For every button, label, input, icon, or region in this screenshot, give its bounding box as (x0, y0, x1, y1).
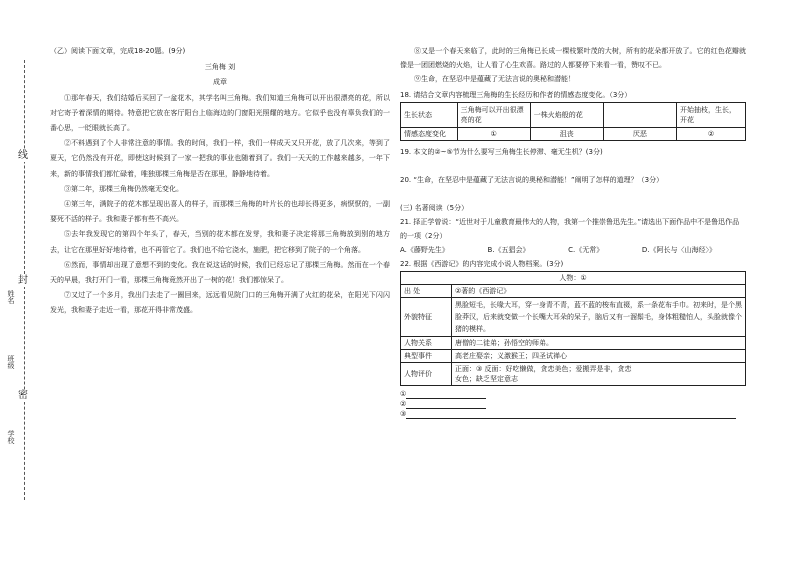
answer-space-20 (400, 187, 746, 201)
right-column (400, 44, 746, 419)
paragraph-1: ①那年春天，我们结婚后买回了一盆花木，其学名叫三角梅。我们知道三角梅可以开出很漂亮的花，所以对它寄予着深情的期待。特意把它放在客厅阳台上临海边的门窗阳光照耀的地方。它似乎也没有辜负我们的一番心思，一眨眼就长高了。 (50, 93, 390, 133)
paragraph-6: ⑥然而，事情却出现了意想不到的变化。我在说这话的时候，我们已经忘记了那棵三角梅。然而在一个春天的早晨，我打开门一看，那棵三角梅竟然开出了一树的花！我们都惊呆了。 (50, 260, 390, 285)
answer-marker-2: ② (400, 400, 407, 408)
emotion-cell: 沮丧 (530, 128, 603, 141)
eval-line-2: 女色；缺乏坚定意志 (455, 375, 518, 383)
answer-line-3[interactable] (400, 409, 746, 419)
margin-word-secret: 密 (18, 390, 28, 401)
article-body (50, 91, 390, 319)
binding-margin (0, 0, 40, 561)
growth-row-label: 生长状态 (401, 103, 458, 128)
paragraph-3: ③第二年，那棵三角梅仍然毫无变化。 (64, 184, 183, 193)
option-a[interactable]: A.《藤野先生》 (400, 246, 449, 254)
relation-value: 唐僧的二徒弟；孙悟空的师弟。 (452, 337, 746, 350)
emotion-row-label: 情感态度变化 (401, 128, 458, 141)
eval-value (452, 363, 746, 386)
paragraph-4: ④第三年，满院子的花木都呈现出喜人的样子，而那棵三角梅的叶片长的也却长得更多，病恹恹的，一副要死不活的样子。我和妻子都有些不高兴。 (50, 200, 390, 224)
question-20: 20. “生命，在坚忍中是蕴藏了无法言说的奥秘和潜能！”阐明了怎样的道理？（3分） (400, 176, 664, 184)
eval-line-1: 正面：③ 反面：好吃懒做，贪恋美色；爱搬弄是非，贪恋 (455, 365, 632, 373)
margin-word-line: 线 (18, 150, 28, 161)
section-heading: （乙）阅读下面文章，完成18-20题。(9分) (50, 47, 186, 55)
character-table (400, 271, 746, 386)
growth-cell: 开始抽枝，生长，开花 (676, 103, 745, 128)
growth-cell (603, 103, 676, 128)
article-author: 成章 (213, 78, 227, 87)
appearance-label: 外貌特征 (401, 298, 452, 337)
margin-label-class: 班级 (7, 355, 15, 369)
answer-lines (400, 389, 746, 419)
article-title: 三角梅 刘 (204, 63, 236, 72)
left-column (50, 44, 390, 319)
source-label: 出 处 (401, 285, 452, 298)
q21-options (400, 243, 746, 257)
emotion-cell: ② (676, 128, 745, 141)
paragraph-7: ⑦又过了一个多月，我出门去走了一圈回来，远远看见院门口的三角梅开满了火红的花朵，在阳光下闪闪发光，我和妻子走近一看，那花开得非常茂盛。 (50, 291, 390, 315)
question-19: 19. 本文的②~⑤节为什么要写三角梅生长停滞、毫无生机？(3分) (400, 148, 603, 156)
emotion-cell: ① (457, 128, 530, 141)
margin-label-name: 姓名 (7, 290, 15, 304)
event-value: 高老庄娶亲；义激猴王；四圣试禅心 (452, 350, 746, 363)
growth-cell: 一株火焰般的花 (530, 103, 603, 128)
answer-marker-3: ③ (400, 410, 407, 418)
margin-label-school: 学校 (7, 430, 15, 444)
answer-line-2[interactable] (400, 399, 746, 409)
paragraph-8: ⑧又是一个春天来临了，此时的三角梅已长成一棵枝繁叶茂的大树，所有的花朵都开放了。它的红色花瓣就像是一团团燃烧的火焰，让人看了心生欢喜。路过的人都要停下来看一看，赞叹不已。 (400, 47, 746, 69)
appearance-value: 黑脸短毛，长喙大耳，穿一身青不青，蓝不蓝的梭布直裰，系一条花布手巾。初来时，是个黑脸莽汉，后来就变做一个长嘴大耳朵的呆子，脑后又有一溜鬃毛，身体粗糙怕人，头脸就像个猪的模样。 (452, 298, 746, 337)
question-21: 21. 择正学曾说：“近世对于儿童教育最伟大的人物，我第一个推崇鲁迅先生。”请选出下面作品中不是鲁迅作品的一项（2分） (400, 218, 740, 240)
option-b[interactable]: B.《五猖会》 (487, 246, 530, 254)
margin-word-seal: 封 (18, 275, 28, 286)
event-label: 典型事件 (401, 350, 452, 363)
source-value: ②著的《西游记》 (452, 285, 746, 298)
character-header: 人物：① (401, 272, 746, 285)
paragraph-5: ⑤去年我发现它的第四个年头了，春天，当别的花木都在发芽，我和妻子决定将那三角梅放到别的地方去，让它在那里好好地待着，也不再管它了。我们也不给它浇水，施肥，把它移到了院子的一个角落。 (50, 230, 390, 254)
paragraph-2: ②不料遇到了个人非常注意的事情。我的时间，我们一样，我们一样成天又只开花，放了几次来，等到了夏天，它仍然没有开花，即使这时候到了一家一把我的事业也随着到了。我们一天天的工作越来越多，一年下来，新的事情我们都忙碌着，唯独那棵三角梅是否在那里，静静地待着。 (50, 139, 390, 178)
option-c[interactable]: C.《无常》 (568, 246, 604, 254)
answer-line-1[interactable] (400, 389, 746, 399)
growth-table (400, 102, 746, 141)
answer-marker-1: ① (400, 390, 407, 398)
paragraph-9: ⑨生命，在坚忍中是蕴藏了无法言说的奥秘和潜能！ (414, 75, 575, 83)
question-18: 18. 请结合文章内容梳理三角梅的生长经历和作者的情感态度变化。（3分） (400, 91, 632, 99)
eval-label: 人物评价 (401, 363, 452, 386)
question-22: 22. 根据《西游记》的内容完成小说人物档案。(3分) (400, 260, 564, 268)
emotion-cell: 厌恶 (603, 128, 676, 141)
relation-label: 人物关系 (401, 337, 452, 350)
growth-cell: 三角梅可以开出很漂亮的花 (457, 103, 530, 128)
section-3-heading: (三) 名著阅读（5分） (400, 204, 469, 212)
answer-space-19 (400, 159, 746, 173)
option-d[interactable]: D.《阿长与〈山海经〉》 (641, 246, 716, 254)
